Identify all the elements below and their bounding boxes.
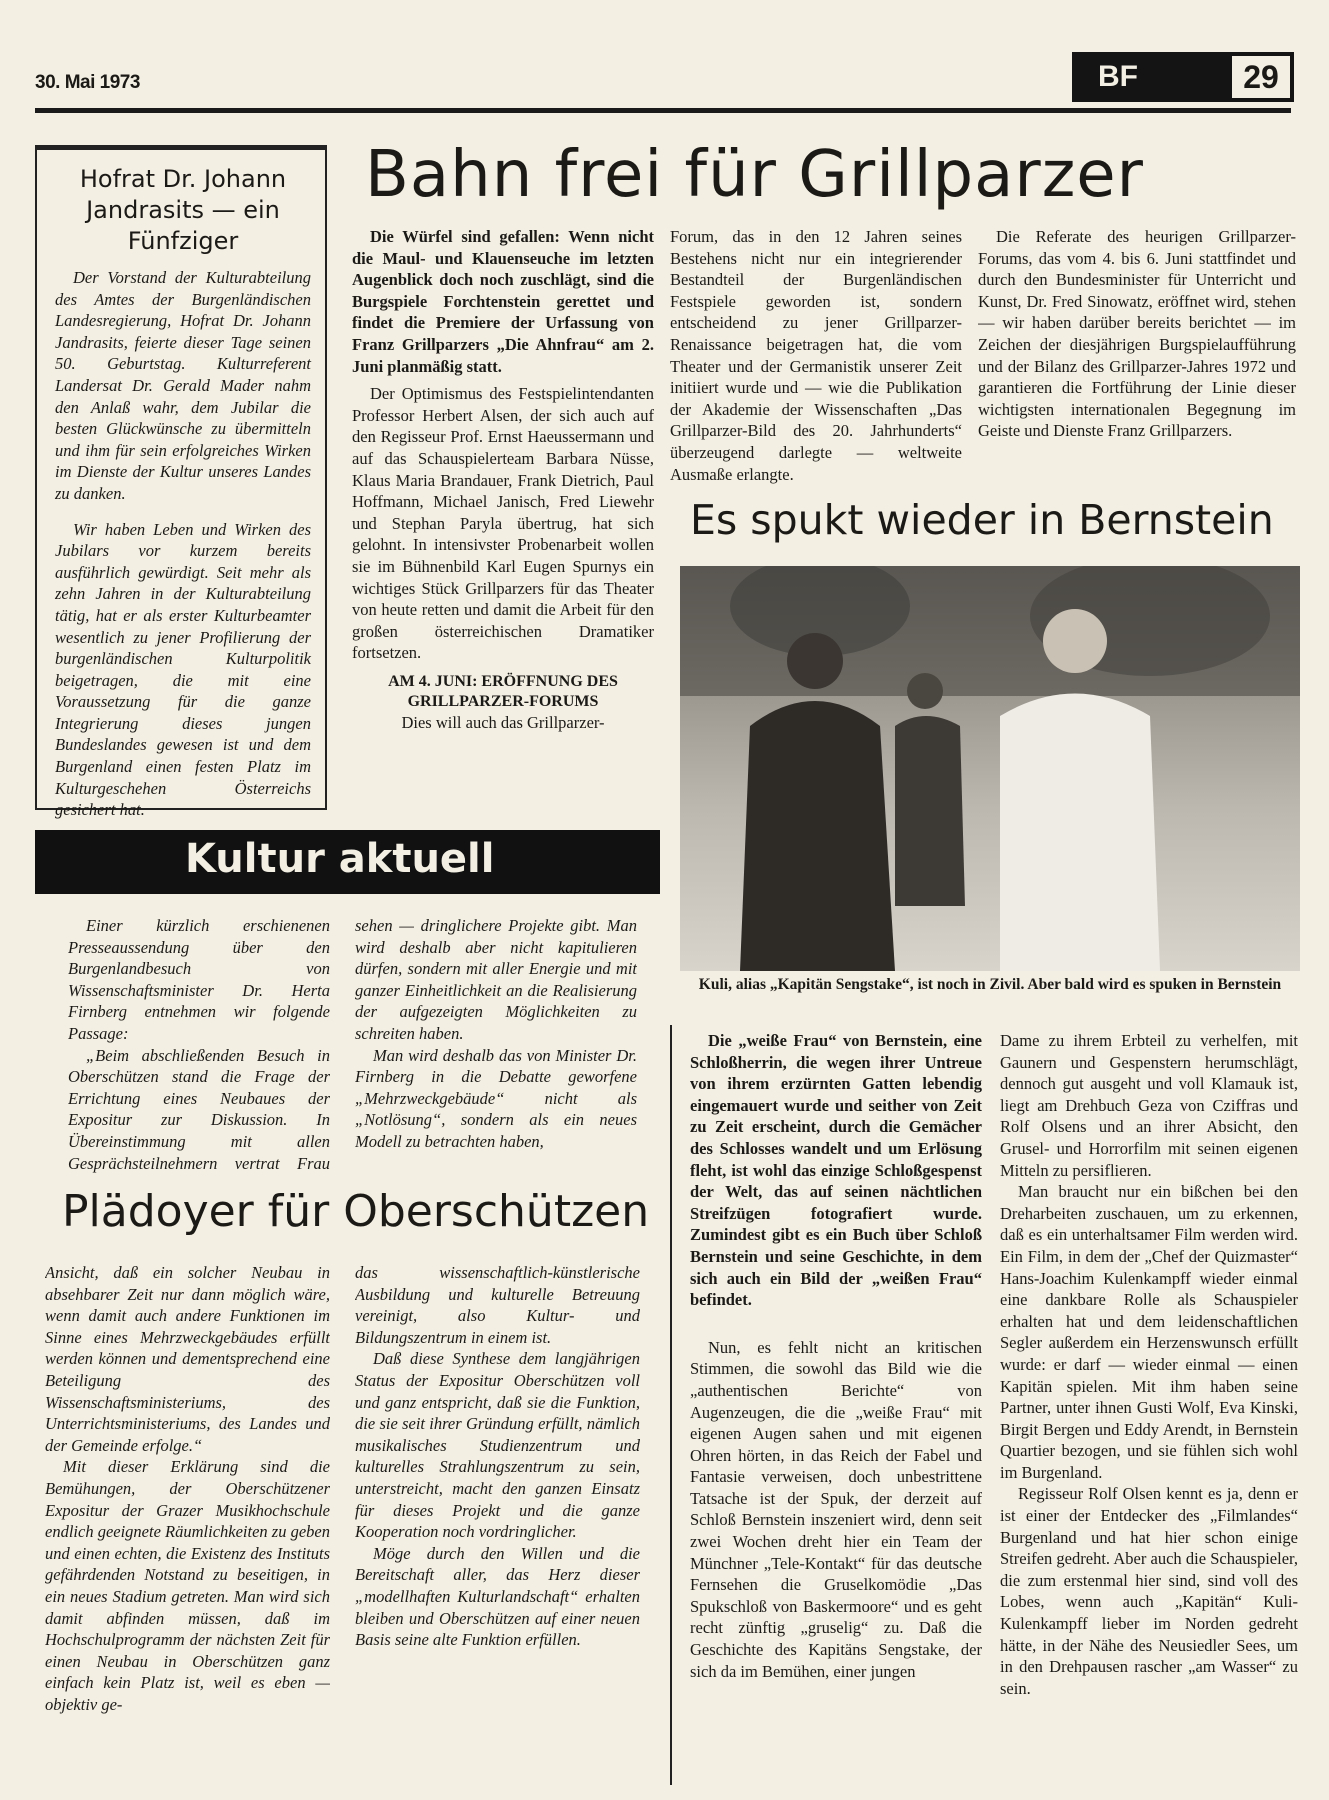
bernstein-column-1	[690, 1030, 982, 1780]
paragraph: Wir haben Leben und Wirken des Jubilars vor kurzem bereits ausführlich gewürdigt. Seit mehr als zehn Jahren in der Kulturabteilung tätig, hat er als erster Kulturbeamter wesentlich zu jener Profilierung der burgenländischen Kulturpolitik beigetragen, die mit eine Voraussetzung für die ganze Integrierung dieses jungen Bundeslandes gewesen ist und dem Burgenland einen festen Platz im Kulturgeschehen Österreichs gesichert hat.	[55, 519, 311, 820]
grillparzer-column-2	[670, 226, 962, 488]
paragraph: Nun, es fehlt nicht an kritischen Stimmen, die sowohl das Bild wie die „authentischen Berichte“ von Augenzeugen, die die „weiße Frau“ mit eigenen Augen sahen und mit eigenen Ohren hörten, in das Reich der Fabel und Fantasie verweisen, doch unbestrittene Tatsache ist der Spuk, der derzeit auf Schloß Bernstein inszeniert wird, denn seit zwei Wochen dreht hier ein Team der Münchner „Tele-Kontakt“ für das deutsche Fernsehen die Gruselkomödie „Das Spukschloß von Baskermoore“ und es geht recht zünftig „gruselig“ zu. Daß die Geschichte des Kapitäns Sengstake, der sich da im Bemühen, einer jungen	[690, 1337, 982, 1681]
paragraph: Man braucht nur ein bißchen bei den Dreharbeiten zuschauen, um zu erkennen, daß es ein unterhaltsamer Film werden wird. Ein Film, in dem der „Chef der Quizmaster“ Hans-Joachim Kulenkampff wieder einmal eine dankbare Rolle als Schauspieler erhalten hat und dem leidenschaftlichen Segler außerdem ein Herzenswunsch erfüllt wurde: er darf — wieder einmal — einen Kapitän spielen. Mit ihm haben seine Partner, unter ihnen Gusti Wolf, Eva Kinski, Birgit Bergen und Eddy Arendt, in Bernstein Quartier bezogen, und sie fühlen sich wohl im Burgenland.	[1000, 1182, 1298, 1482]
kultur-column-2	[355, 915, 637, 1177]
grillparzer-column-3	[978, 226, 1296, 488]
jubilee-title: Hofrat Dr. Johann Jandrasits — ein Fünfziger	[79, 165, 287, 255]
paragraph: das wissenschaftlich-künstlerische Ausbildung und kulturelle Betreuung vereinigt, also Kultur- und Bildungszentrum in einem ist.	[355, 1263, 640, 1347]
lead-paragraph: Die „weiße Frau“ von Bernstein, eine Schloßherrin, die wegen ihrer Untreue von ihrem erzürnten Gatten lebendig eingemauert wurde und seither von Zeit zu Zeit erscheint, durch die Gemächer des Schlosses wandelt und um Erlösung fleht, ist wohl das einzige Schloßgespenst der Welt, das auf seinen nächtlichen Streifzügen fotografiert wurde. Zumindest gibt es ein Buch über Schloß Bernstein und seine Geschichte, in dem sich auch ein Bild der „weißen Frau“ befindet.	[690, 1031, 982, 1310]
paragraph: Man wird deshalb das von Minister Dr. Firnberg in die Debatte geworfene „Mehrzweckgebäude“ nicht als „Notlösung“, sondern als ein neues Modell zu betrachten haben,	[355, 1045, 637, 1151]
paragraph: Forum, das in den 12 Jahren seines Bestehens nicht nur ein integrierender Bestandteil der Burgenländischen Festspiele geworden ist, sondern entscheidend zu jener Grillparzer-Renaissance beigetragen hat, die vom Theater und der Germanistik unserer Zeit initiiert wurde und — wie die Publikation der Akademie der Wissenschaften „Das Grillparzer-Bild des 20. Jahrhunderts“ überzeugend darlegte — weltweite Ausmaße erlangte.	[670, 227, 962, 484]
grillparzer-column-1	[352, 226, 654, 816]
photo-caption: Kuli, alias „Kapitän Sengstake“, ist noch in Zivil. Aber bald wird es spuken in Bernstein	[698, 976, 1282, 993]
paragraph: Möge durch den Willen und die Bereitschaft aller, das Herz dieser „modellhaften Kulturlandschaft“ erhalten bleiben und Oberschützen auf einer neuen Basis seine alte Funktion erfüllen.	[355, 1543, 640, 1650]
paragraph: „Beim abschließenden Besuch in Oberschützen stand die Frage der Errichtung eines Neubaues der Expositur zur Diskussion. In Übereinstimmung mit allen Gesprächsteilnehmern vertrat Frau	[68, 1045, 330, 1173]
grillparzer-headline: Bahn frei für Grillparzer	[365, 138, 1144, 212]
paragraph: Einer kürzlich erschienenen Presseaussendung über den Burgenlandbesuch von Wissenschaftsminister Dr. Herta Firnberg entnehmen wir folgende Passage:	[68, 916, 330, 1043]
paragraph: Ansicht, daß ein solcher Neubau in absehbarer Zeit nur dann möglich wäre, wenn damit auch andere Funktionen im Sinne eines Mehrzweckgebäudes erfüllt werden können und dementsprechend eine Beteiligung des Wissenschaftsministeriums, des Unterrichtsministeriums, des Landes und der Gemeinde erfolge.“	[45, 1263, 330, 1455]
bernstein-column-2	[1000, 1030, 1298, 1780]
paragraph: Dame zu ihrem Erbteil zu verhelfen, mit Gaunern und Gespenstern herumschlägt, dennoch gut ausgeht und voll Klamauk ist, liegt am Drehbuch Geza von Cziffras und Rolf Olsens und an ihrer Absicht, den Grusel- und Horrorfilm mit seinen eigenen Mitteln zu persiflieren.	[1000, 1031, 1298, 1180]
paragraph: Der Vorstand der Kulturabteilung des Amtes der Burgenländischen Landesregierung, Hofrat Dr. Johann Jandrasits, feierte dieser Tage seinen 50. Geburtstag. Kulturreferent Landersat Dr. Gerald Mader nahm den Anlaß wahr, dem Jubilar die besten Glückwünsche zu übermitteln und ihm für sein erfolgreiches Wirken im Dienste der Kultur unseres Landes zu danken.	[55, 268, 311, 503]
paragraph: Dies will auch das Grillparzer-	[401, 712, 605, 732]
paragraph: Regisseur Rolf Olsen kennt es ja, denn er ist einer der Entdecker des „Filmlandes“ Burgenland und hat hier schon einige Streifen gedreht. Aber auch die Schauspieler, die zum erstenmal hier sind, sind voll des Lobes, wenn auch „Kapitän“ Kuli-Kulenkampff lieber im Norden gedreht hätte, in der Nähe des Neusiedler Sees, um in den Drehpausen rascher „am Wasser“ zu sein.	[1000, 1484, 1298, 1698]
paragraph: Die Referate des heurigen Grillparzer-Forums, das vom 4. bis 6. Juni stattfindet und durch den Bundesminister für Unterricht und Kunst, Dr. Fred Sinowatz, eröffnet wird, stehen — wir haben darüber bereits berichtet — im Zeichen der diesjährigen Burgspielaufführung und der Bilanz des Grillparzer-Jahres 1972 und garantieren die Fortführung der Linie dieser wichtigsten internationalen Begegnung im Geiste und Dienste Franz Grillparzers.	[978, 227, 1296, 441]
subheading: AM 4. JUNI: ERÖFFNUNG DES GRILLPARZER-FORUMS	[388, 672, 618, 710]
paragraph: Daß diese Synthese dem langjährigen Status der Expositur Oberschützen voll und ganz entspricht, daß sie die Funktion, die sie seit ihrer Gründung erfüllt, nämlich musikalisches Studienzentrum und kulturelles Strahlungszentrum zu sein, unterstreicht, macht den ganzen Einsatz für dieses Projekt und die ganze Kooperation noch vordringlicher.	[355, 1349, 640, 1542]
photo-figures	[680, 566, 1300, 971]
plaedoyer-column-1	[45, 1262, 330, 1782]
paragraph: sehen — dringlichere Projekte gibt. Man wird deshalb aber nicht kapitulieren dürfen, sondern mit aller Energie und mit ganzer Einheitlichkeit an die Realisierung der aufgezeigten Möglichkeiten zu schreiten haben.	[355, 916, 637, 1043]
kultur-column-1	[68, 915, 330, 1177]
bernstein-headline: Es spukt wieder in Bernstein	[690, 496, 1274, 544]
column-divider	[670, 1025, 672, 1785]
section-label: BF	[1098, 60, 1138, 93]
issue-date: 30. Mai 1973	[35, 72, 140, 93]
kultur-aktuell-banner	[35, 830, 660, 894]
banner-label: Kultur aktuell	[185, 836, 495, 882]
paragraph: Mit dieser Erklärung sind die Bemühungen, der Oberschützener Expositur der Grazer Musikhochschule endlich geeignete Räumlichkeiten zu geben und einen echten, die Existenz des Instituts gefährdenden Notstand zu beseitigen, in ein neues Stadium getreten. Man wird sich damit abfinden müssen, daß im Hochschulprogramm der nächsten Zeit für einen Neubau in Oberschützen ganz einfach kein Platz ist, weil es eben — objektiv ge-	[45, 1457, 330, 1714]
paragraph: Der Optimismus des Festspielintendanten Professor Herbert Alsen, der sich auch auf den Regisseur Prof. Ernst Haeussermann und auf das Schauspielerteam Barbara Nüsse, Klaus Maria Brandauer, Frank Dietrich, Paul Hoffmann, Michael Janisch, Fred Liewehr und Stephan Paryla übertrug, hat sich gelohnt. In intensivster Probenarbeit wollen sie im Bühnenbild Karl Eugen Spurnys ein wichtiges Stück Grillparzers für das Theater von heute retten und damit die Arbeit für den großen österreichischen Dramatiker fortsetzen.	[352, 384, 654, 663]
film-set-photo	[680, 566, 1300, 971]
page-number: 29	[1230, 54, 1292, 100]
plaedoyer-headline: Plädoyer für Oberschützen	[62, 1186, 650, 1237]
lead-paragraph: Die Würfel sind gefallen: Wenn nicht die Maul- und Klauenseuche im letzten Augenblick doch noch zuschlägt, sind die Burgspiele Forchtenstein gerettet und findet die Premiere der Urfassung von Franz Grillparzers „Die Ahnfrau“ am 2. Juni planmäßig statt.	[352, 227, 654, 376]
section-badge	[1072, 52, 1294, 102]
jubilee-article	[35, 145, 327, 820]
header-rule	[35, 108, 1291, 113]
plaedoyer-column-2	[355, 1262, 640, 1782]
